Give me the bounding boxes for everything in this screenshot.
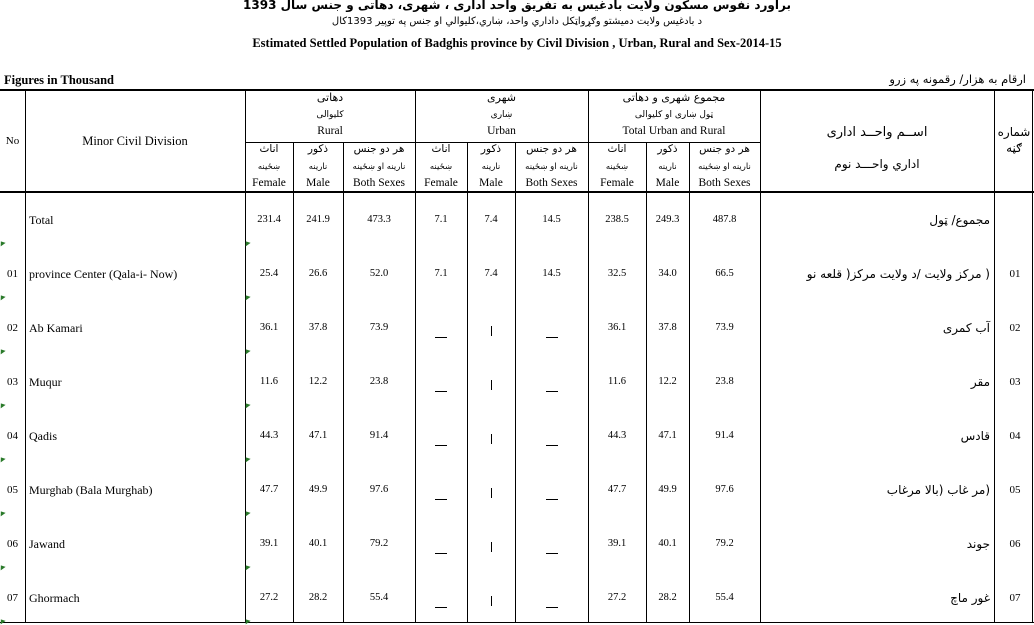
cell-uf: 7.1: [434, 214, 448, 225]
division-name-en: Total: [29, 213, 54, 227]
cell-rm: 241.9: [306, 214, 330, 225]
empty-dash: [546, 607, 558, 608]
cell-tb: 55.4: [715, 592, 734, 603]
subheader-both-pashto-2: نارینه او ښځینه: [352, 162, 406, 172]
row-marker-mid: [243, 294, 250, 301]
subheader-both-english-2: Both Sexes: [352, 177, 406, 189]
empty-dash: [435, 553, 447, 554]
title-dari: براورد نفوس مسکون ولایت بادغیس به تفریق واحد اداری ، شهری، دهاتی و جنس سال 1393: [243, 0, 791, 12]
group-total-dari: مجموع شهری و دهاتی: [622, 91, 726, 104]
cell-tb: 97.6: [715, 484, 734, 495]
row-marker-left: [0, 402, 6, 409]
subheader-both-pashto-5: نارینه او ښځینه: [525, 162, 578, 172]
table-right-border: [1032, 90, 1033, 623]
cell-rb: 473.3: [367, 214, 391, 225]
cell-rf: 27.2: [259, 592, 279, 603]
table-bottom-border: [0, 622, 1034, 623]
row-marker-mid: [243, 618, 250, 625]
group-urban-dari: شهری: [487, 91, 516, 104]
division-name-en: Qadis: [29, 429, 57, 443]
row-number: 07: [7, 592, 18, 604]
row-number: 03: [7, 376, 18, 388]
subheader-male-pashto-7: نارینه: [658, 162, 677, 172]
figures-unit-dari: ارقام به هزار/ رقمونه په زرو: [889, 72, 1026, 86]
division-header: Minor Civil Division: [82, 134, 188, 148]
cell-um: 7.4: [484, 214, 498, 225]
empty-bar: [491, 596, 492, 606]
row-marker-mid: [243, 510, 250, 517]
admin-header-pashto: اداري واحـــد نوم: [834, 157, 920, 171]
empty-bar: [491, 488, 492, 498]
cell-rb: 91.4: [369, 430, 389, 441]
cell-rm: 28.2: [308, 592, 328, 603]
cell-tb: 73.9: [715, 322, 734, 333]
cell-rm: 47.1: [308, 430, 328, 441]
cell-tf: 238.5: [605, 214, 629, 225]
cell-tm: 40.1: [658, 538, 677, 549]
subheader-male-english-1: Male: [306, 177, 330, 189]
header-bottom-border: [0, 191, 1034, 193]
row-marker-mid: [243, 456, 250, 463]
row-number: 01: [7, 268, 18, 280]
cell-rb: 55.4: [369, 592, 389, 603]
row-marker-left: [0, 564, 6, 571]
cell-rf: 39.1: [259, 538, 279, 549]
row-marker-left: [0, 618, 6, 625]
subheader-male-dari-1: ذکور: [307, 143, 329, 155]
division-name-fa: ( مرکز ولایت /د ولایت مرکز( قلعه نو: [806, 267, 990, 281]
empty-bar: [491, 434, 492, 444]
col-border-no: [25, 90, 26, 623]
division-name-fa: مجموع/ ټول: [929, 213, 990, 227]
cell-tm: 49.9: [658, 484, 677, 495]
row-marker-mid: [243, 348, 250, 355]
subheader-both-english-5: Both Sexes: [525, 177, 578, 189]
empty-dash: [435, 391, 447, 392]
empty-dash: [435, 445, 447, 446]
cell-rb: 23.8: [369, 376, 389, 387]
division-name-en: Jawand: [29, 537, 65, 551]
cell-tm: 12.2: [658, 376, 677, 387]
row-marker-left: [0, 348, 6, 355]
row-number: 05: [7, 484, 18, 496]
subheader-male-dari-7: ذکور: [657, 143, 678, 155]
row-marker-left: [0, 240, 6, 247]
row-number: 02: [7, 322, 18, 334]
group-urban-english: Urban: [487, 125, 516, 137]
row-marker-left: [0, 456, 6, 463]
subheader-both-dari-2: هر دو جنس: [353, 143, 405, 155]
cell-tm: 37.8: [658, 322, 677, 333]
cell-tb: 487.8: [712, 214, 737, 225]
cell-tb: 66.5: [715, 268, 734, 279]
empty-bar: [491, 542, 492, 552]
row-marker-mid: [243, 402, 250, 409]
group-urban-pashto: ښاری: [490, 110, 513, 120]
cell-ub: 14.5: [542, 268, 561, 279]
division-name-en: Ab Kamari: [29, 321, 83, 335]
row-marker-left: [0, 510, 6, 517]
cell-tm: 34.0: [658, 268, 677, 279]
cell-tm: 28.2: [658, 592, 677, 603]
cell-tb: 23.8: [715, 376, 734, 387]
empty-dash: [546, 337, 558, 338]
cell-rf: 47.7: [259, 484, 279, 495]
division-name-en: Murghab (Bala Murghab): [29, 483, 153, 497]
empty-dash: [435, 337, 447, 338]
subheader-male-dari-4: ذکور: [480, 143, 502, 155]
cell-tm: 47.1: [658, 430, 677, 441]
subheader-female-english-0: Female: [252, 177, 286, 189]
row-number: 04: [7, 430, 18, 442]
division-name-en: province Center (Qala-i- Now): [29, 267, 178, 281]
row-marker-left: [0, 294, 6, 301]
group-rural-pashto: کلیوالی: [316, 110, 344, 120]
division-name-fa: مقر: [970, 375, 990, 389]
subheader-both-english-8: Both Sexes: [698, 177, 751, 189]
subheader-female-dari-3: اناث: [431, 143, 451, 155]
empty-dash: [546, 445, 558, 446]
cell-um: 7.4: [484, 268, 498, 279]
no-header: No: [5, 135, 20, 147]
cell-rb: 79.2: [369, 538, 389, 549]
cell-rf: 231.4: [257, 214, 281, 225]
empty-dash: [546, 553, 558, 554]
cell-rf: 44.3: [259, 430, 279, 441]
empty-dash: [435, 499, 447, 500]
cell-uf: 7.1: [434, 268, 448, 279]
empty-bar: [491, 380, 492, 390]
subheader-female-pashto-3: ښځینه: [429, 162, 453, 172]
cell-rm: 49.9: [308, 484, 328, 495]
row-marker-mid: [243, 240, 250, 247]
group-rural-english: Rural: [317, 125, 343, 137]
cell-rb: 97.6: [369, 484, 389, 495]
title-pashto: د بادغیس ولایت دمیشتو وګړواټکل داداري واحد، ښاري،کلیوالي او جنس په توپیر 1393کال: [331, 16, 703, 27]
row-number-fa: 03: [1009, 376, 1021, 388]
title-english: Estimated Settled Population of Badghis province by Civil Division , Urban, Rural and Sex-2014-15: [252, 36, 782, 50]
row-marker-mid: [243, 564, 250, 571]
division-name-fa: قادس: [960, 429, 990, 443]
cell-rf: 36.1: [259, 322, 279, 333]
group-total-english: Total Urban and Rural: [622, 125, 726, 137]
cell-rm: 40.1: [308, 538, 328, 549]
cell-tf: 44.3: [607, 430, 627, 441]
division-name-en: Ghormach: [29, 591, 80, 605]
subheader-both-dari-8: هر دو جنس: [699, 143, 750, 155]
row-number-fa: 05: [1009, 484, 1021, 496]
subheader-male-pashto-1: نارینه: [308, 162, 328, 172]
cell-tb: 79.2: [715, 538, 734, 549]
cell-tf: 39.1: [607, 538, 627, 549]
cell-rb: 73.9: [369, 322, 389, 333]
cell-ub: 14.5: [542, 214, 561, 225]
subheader-both-pashto-8: نارینه او ښځینه: [698, 162, 751, 172]
cell-rm: 37.8: [308, 322, 328, 333]
figures-unit-english: Figures in Thousand: [4, 73, 115, 87]
subheader-female-english-3: Female: [424, 177, 458, 189]
subheader-female-pashto-6: ښځینه: [605, 162, 629, 172]
cell-rf: 25.4: [259, 268, 279, 279]
subheader-male-english-7: Male: [655, 177, 680, 189]
subheader-female-english-6: Female: [600, 177, 634, 189]
cell-rm: 26.6: [308, 268, 328, 279]
subheader-male-english-4: Male: [479, 177, 503, 189]
group-rural-dari: دهاتی: [316, 91, 344, 104]
cell-tf: 32.5: [607, 268, 627, 279]
subheader-female-pashto-0: ښځینه: [257, 162, 281, 172]
number-header: شماره ګڼه: [997, 125, 1031, 155]
empty-dash: [546, 499, 558, 500]
cell-tf: 47.7: [607, 484, 627, 495]
empty-dash: [435, 607, 447, 608]
subheader-male-pashto-4: نارینه: [481, 162, 501, 172]
row-number-fa: 06: [1009, 538, 1021, 550]
row-number-fa: 02: [1009, 322, 1021, 334]
row-number-fa: 01: [1009, 268, 1021, 280]
row-number-fa: 04: [1009, 430, 1021, 442]
cell-rb: 52.0: [369, 268, 389, 279]
subheader-female-dari-6: اناث: [607, 143, 627, 155]
cell-tf: 36.1: [607, 322, 627, 333]
cell-tb: 91.4: [715, 430, 734, 441]
division-name-fa: (مر غاب (بالا مرغاب: [886, 483, 990, 497]
subheader-female-dari-0: اناث: [259, 143, 279, 155]
admin-header-dari: اســم واحــد اداری: [826, 125, 928, 140]
division-name-fa: غور ماچ: [950, 591, 990, 605]
division-name-en: Muqur: [29, 375, 62, 389]
empty-bar: [491, 326, 492, 336]
cell-rm: 12.2: [308, 376, 328, 387]
row-number-fa: 07: [1009, 592, 1021, 604]
group-total-pashto: ټول ښاری او کلیوالی: [634, 110, 714, 120]
division-name-fa: آب کمری: [942, 321, 990, 335]
empty-dash: [546, 391, 558, 392]
cell-tm: 249.3: [655, 214, 680, 225]
cell-rf: 11.6: [260, 376, 278, 387]
cell-tf: 11.6: [608, 376, 626, 387]
col-border-admin-right: [994, 90, 995, 623]
row-number: 06: [7, 538, 18, 550]
subheader-both-dari-5: هر دو جنس: [526, 143, 577, 155]
division-name-fa: جوند: [966, 537, 990, 551]
cell-tf: 27.2: [607, 592, 627, 603]
